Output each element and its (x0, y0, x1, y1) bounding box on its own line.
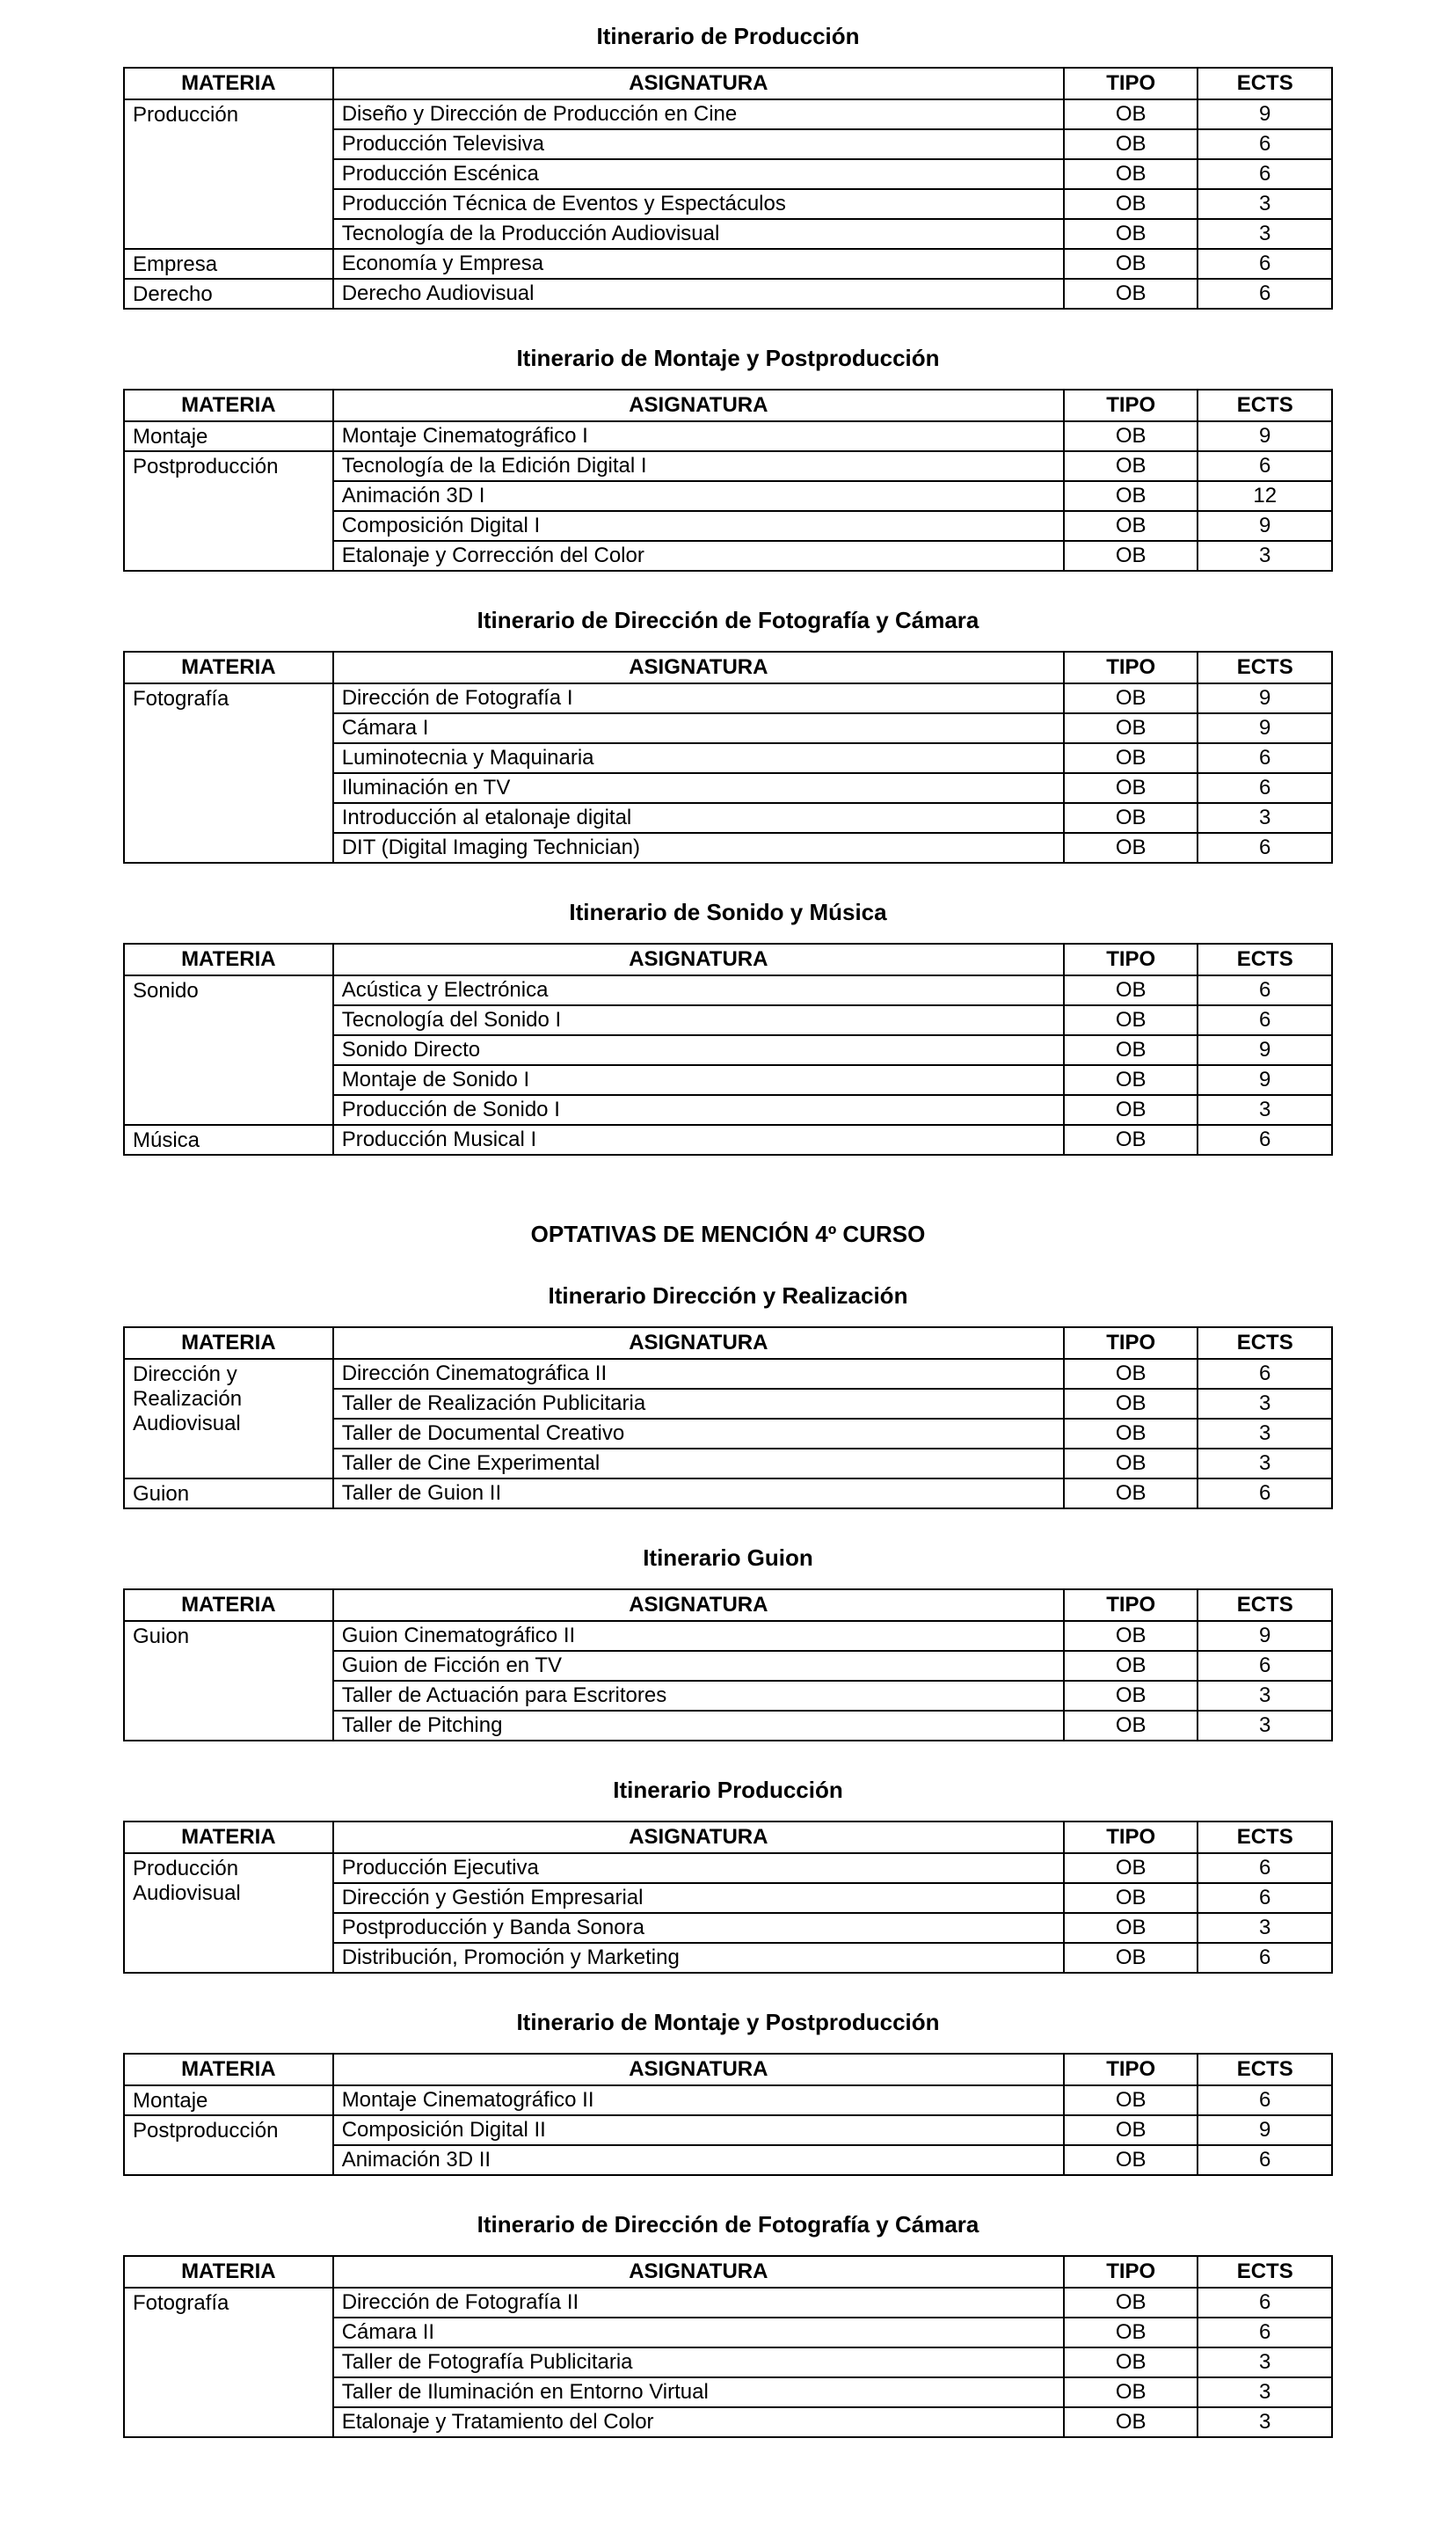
asignatura-cell: Taller de Actuación para Escritores (333, 1681, 1064, 1711)
tipo-cell: OB (1064, 713, 1198, 743)
asignatura-cell: Montaje Cinematográfico I (333, 421, 1064, 451)
column-header: TIPO (1064, 390, 1198, 421)
ects-cell: 3 (1198, 1711, 1332, 1741)
ects-cell: 6 (1198, 451, 1332, 481)
tipo-cell: OB (1064, 1125, 1198, 1155)
column-header: ECTS (1198, 68, 1332, 99)
ects-cell: 9 (1198, 1621, 1332, 1651)
ects-cell: 6 (1198, 129, 1332, 159)
tipo-cell: OB (1064, 189, 1198, 219)
asignatura-cell: Guion de Ficción en TV (333, 1651, 1064, 1681)
column-header: TIPO (1064, 1821, 1198, 1853)
ects-cell: 9 (1198, 511, 1332, 541)
ects-cell: 3 (1198, 2347, 1332, 2377)
section-title: Itinerario de Producción (596, 23, 860, 49)
column-header: MATERIA (124, 390, 333, 421)
curriculum-table (123, 2053, 1333, 2176)
ects-cell: 6 (1198, 1651, 1332, 1681)
asignatura-cell: Iluminación en TV (333, 773, 1064, 803)
asignatura-cell: Economía y Empresa (333, 249, 1064, 279)
asignatura-cell: Composición Digital II (333, 2115, 1064, 2145)
asignatura-cell: Distribución, Promoción y Marketing (333, 1943, 1064, 1973)
column-header: MATERIA (124, 68, 333, 99)
table-row (124, 421, 1332, 451)
asignatura-cell: Taller de Iluminación en Entorno Virtual (333, 2377, 1064, 2407)
ects-cell: 6 (1198, 1359, 1332, 1389)
ects-cell: 3 (1198, 219, 1332, 249)
asignatura-cell: DIT (Digital Imaging Technician) (333, 833, 1064, 863)
section-title: Itinerario de Sonido y Música (569, 899, 887, 925)
tipo-cell: OB (1064, 1943, 1198, 1973)
ects-cell: 9 (1198, 683, 1332, 713)
asignatura-cell: Dirección Cinematográfica II (333, 1359, 1064, 1389)
materia-cell: Fotografía (124, 2288, 333, 2437)
table-header-row (124, 944, 1332, 975)
table-row (124, 683, 1332, 713)
tipo-cell: OB (1064, 1478, 1198, 1508)
column-header: ASIGNATURA (333, 390, 1064, 421)
tipo-cell: OB (1064, 1681, 1198, 1711)
asignatura-cell: Taller de Pitching (333, 1711, 1064, 1741)
ects-cell: 6 (1198, 2145, 1332, 2175)
ects-cell: 3 (1198, 803, 1332, 833)
column-header: TIPO (1064, 1589, 1198, 1621)
tipo-cell: OB (1064, 1389, 1198, 1419)
table-body (124, 683, 1332, 863)
asignatura-cell: Producción Ejecutiva (333, 1853, 1064, 1883)
materia-cell: Empresa (124, 249, 333, 279)
asignatura-cell: Producción Televisiva (333, 129, 1064, 159)
table-row (124, 2115, 1332, 2145)
tipo-cell: OB (1064, 99, 1198, 129)
materia-cell: Producción (124, 99, 333, 249)
ects-cell: 6 (1198, 1943, 1332, 1973)
curriculum-table (123, 1326, 1333, 1509)
table-row (124, 99, 1332, 129)
column-header: ASIGNATURA (333, 944, 1064, 975)
curriculum-table (123, 1588, 1333, 1741)
curriculum-table (123, 1821, 1333, 1974)
tipo-cell: OB (1064, 2347, 1198, 2377)
tipo-cell: OB (1064, 975, 1198, 1005)
table-body (124, 99, 1332, 309)
tipo-cell: OB (1064, 129, 1198, 159)
asignatura-cell: Taller de Guion II (333, 1478, 1064, 1508)
section-title: Itinerario de Dirección de Fotografía y Cámara (477, 2211, 979, 2238)
tipo-cell: OB (1064, 2407, 1198, 2437)
tipo-cell: OB (1064, 159, 1198, 189)
tipo-cell: OB (1064, 1095, 1198, 1125)
table-row (124, 451, 1332, 481)
ects-cell: 3 (1198, 1681, 1332, 1711)
column-header: TIPO (1064, 2054, 1198, 2085)
asignatura-cell: Acústica y Electrónica (333, 975, 1064, 1005)
column-header: MATERIA (124, 1589, 333, 1621)
tipo-cell: OB (1064, 451, 1198, 481)
asignatura-cell: Luminotecnia y Maquinaria (333, 743, 1064, 773)
asignatura-cell: Producción Escénica (333, 159, 1064, 189)
table-body (124, 421, 1332, 571)
tipo-cell: OB (1064, 1359, 1198, 1389)
tipo-cell: OB (1064, 1853, 1198, 1883)
ects-cell: 6 (1198, 2318, 1332, 2347)
table-body (124, 1621, 1332, 1741)
tipo-cell: OB (1064, 1035, 1198, 1065)
column-header: ECTS (1198, 944, 1332, 975)
table-row (124, 1125, 1332, 1155)
section-title: Itinerario Guion (643, 1544, 813, 1571)
asignatura-cell: Composición Digital I (333, 511, 1064, 541)
table-header-row (124, 1327, 1332, 1359)
column-header: ASIGNATURA (333, 2054, 1064, 2085)
table-row (124, 279, 1332, 309)
tipo-cell: OB (1064, 803, 1198, 833)
tipo-cell: OB (1064, 1651, 1198, 1681)
table-row (124, 1359, 1332, 1389)
materia-cell: Sonido (124, 975, 333, 1125)
ects-cell: 6 (1198, 1853, 1332, 1883)
tipo-cell: OB (1064, 1449, 1198, 1478)
section-title: Itinerario Producción (613, 1777, 843, 1803)
ects-cell: 6 (1198, 833, 1332, 863)
section-title: Itinerario de Montaje y Postproducción (516, 345, 940, 371)
column-header: ECTS (1198, 1327, 1332, 1359)
tipo-cell: OB (1064, 683, 1198, 713)
column-header: ECTS (1198, 2256, 1332, 2288)
table-body (124, 1853, 1332, 1973)
asignatura-cell: Etalonaje y Tratamiento del Color (333, 2407, 1064, 2437)
ects-cell: 6 (1198, 159, 1332, 189)
tipo-cell: OB (1064, 1913, 1198, 1943)
column-header: ASIGNATURA (333, 1821, 1064, 1853)
materia-cell: Postproducción (124, 451, 333, 571)
section-title: Itinerario Dirección y Realización (548, 1282, 908, 1309)
table-row (124, 1621, 1332, 1651)
ects-cell: 6 (1198, 2085, 1332, 2115)
ects-cell: 6 (1198, 975, 1332, 1005)
asignatura-cell: Dirección de Fotografía II (333, 2288, 1064, 2318)
ects-cell: 9 (1198, 2115, 1332, 2145)
ects-cell: 3 (1198, 2377, 1332, 2407)
column-header: MATERIA (124, 1821, 333, 1853)
materia-cell: Derecho (124, 279, 333, 309)
table-row (124, 2085, 1332, 2115)
ects-cell: 6 (1198, 2288, 1332, 2318)
asignatura-cell: Dirección de Fotografía I (333, 683, 1064, 713)
curriculum-table (123, 2255, 1333, 2438)
materia-cell: Producción Audiovisual (124, 1853, 333, 1973)
tipo-cell: OB (1064, 1711, 1198, 1741)
ects-cell: 3 (1198, 1095, 1332, 1125)
materia-cell: Postproducción (124, 2115, 333, 2175)
asignatura-cell: Guion Cinematográfico II (333, 1621, 1064, 1651)
asignatura-cell: Animación 3D II (333, 2145, 1064, 2175)
ects-cell: 3 (1198, 1419, 1332, 1449)
table-header-row (124, 390, 1332, 421)
materia-cell: Guion (124, 1478, 333, 1508)
asignatura-cell: Montaje Cinematográfico II (333, 2085, 1064, 2115)
tipo-cell: OB (1064, 1005, 1198, 1035)
asignatura-cell: Producción Musical I (333, 1125, 1064, 1155)
ects-cell: 6 (1198, 279, 1332, 309)
column-header: TIPO (1064, 2256, 1198, 2288)
asignatura-cell: Producción de Sonido I (333, 1095, 1064, 1125)
tipo-cell: OB (1064, 1883, 1198, 1913)
main-heading: OPTATIVAS DE MENCIÓN 4º CURSO (530, 1221, 926, 1247)
curriculum-table (123, 67, 1333, 310)
tipo-cell: OB (1064, 1419, 1198, 1449)
tipo-cell: OB (1064, 1065, 1198, 1095)
asignatura-cell: Taller de Fotografía Publicitaria (333, 2347, 1064, 2377)
column-header: ASIGNATURA (333, 1589, 1064, 1621)
asignatura-cell: Taller de Cine Experimental (333, 1449, 1064, 1478)
materia-cell: Montaje (124, 2085, 333, 2115)
tipo-cell: OB (1064, 541, 1198, 571)
materia-cell: Música (124, 1125, 333, 1155)
table-row (124, 1478, 1332, 1508)
column-header: MATERIA (124, 2256, 333, 2288)
asignatura-cell: Cámara II (333, 2318, 1064, 2347)
asignatura-cell: Diseño y Dirección de Producción en Cine (333, 99, 1064, 129)
table-body (124, 2288, 1332, 2437)
column-header: TIPO (1064, 68, 1198, 99)
column-header: TIPO (1064, 1327, 1198, 1359)
tipo-cell: OB (1064, 743, 1198, 773)
section-title: Itinerario de Montaje y Postproducción (516, 2009, 940, 2035)
tipo-cell: OB (1064, 511, 1198, 541)
column-header: ECTS (1198, 390, 1332, 421)
asignatura-cell: Producción Técnica de Eventos y Espectáculos (333, 189, 1064, 219)
table-body (124, 975, 1332, 1155)
table-row (124, 249, 1332, 279)
asignatura-cell: Introducción al etalonaje digital (333, 803, 1064, 833)
column-header: MATERIA (124, 652, 333, 683)
asignatura-cell: Etalonaje y Corrección del Color (333, 541, 1064, 571)
column-header: ASIGNATURA (333, 68, 1064, 99)
ects-cell: 3 (1198, 189, 1332, 219)
ects-cell: 9 (1198, 1065, 1332, 1095)
ects-cell: 6 (1198, 1125, 1332, 1155)
tipo-cell: OB (1064, 2145, 1198, 2175)
curriculum-table (123, 651, 1333, 864)
tipo-cell: OB (1064, 249, 1198, 279)
asignatura-cell: Postproducción y Banda Sonora (333, 1913, 1064, 1943)
table-row (124, 1853, 1332, 1883)
asignatura-cell: Taller de Documental Creativo (333, 1419, 1064, 1449)
column-header: MATERIA (124, 944, 333, 975)
column-header: ECTS (1198, 1821, 1332, 1853)
asignatura-cell: Tecnología de la Edición Digital I (333, 451, 1064, 481)
table-header-row (124, 2256, 1332, 2288)
ects-cell: 3 (1198, 1389, 1332, 1419)
column-header: ECTS (1198, 2054, 1332, 2085)
ects-cell: 6 (1198, 1478, 1332, 1508)
table-body (124, 2085, 1332, 2175)
asignatura-cell: Animación 3D I (333, 481, 1064, 511)
tipo-cell: OB (1064, 2288, 1198, 2318)
column-header: ASIGNATURA (333, 652, 1064, 683)
curriculum-table (123, 943, 1333, 1156)
column-header: ECTS (1198, 1589, 1332, 1621)
asignatura-cell: Taller de Realización Publicitaria (333, 1389, 1064, 1419)
table-header-row (124, 652, 1332, 683)
materia-cell: Montaje (124, 421, 333, 451)
table-header-row (124, 2054, 1332, 2085)
tipo-cell: OB (1064, 279, 1198, 309)
ects-cell: 6 (1198, 743, 1332, 773)
ects-cell: 6 (1198, 249, 1332, 279)
ects-cell: 3 (1198, 1913, 1332, 1943)
tipo-cell: OB (1064, 219, 1198, 249)
ects-cell: 9 (1198, 421, 1332, 451)
tipo-cell: OB (1064, 2115, 1198, 2145)
materia-cell: Dirección y Realización Audiovisual (124, 1359, 333, 1478)
ects-cell: 6 (1198, 1005, 1332, 1035)
tipo-cell: OB (1064, 2085, 1198, 2115)
table-header-row (124, 68, 1332, 99)
curriculum-table (123, 389, 1333, 572)
materia-cell: Guion (124, 1621, 333, 1741)
tipo-cell: OB (1064, 1621, 1198, 1651)
column-header: MATERIA (124, 1327, 333, 1359)
table-row (124, 2288, 1332, 2318)
tipo-cell: OB (1064, 773, 1198, 803)
table-row (124, 975, 1332, 1005)
tipo-cell: OB (1064, 481, 1198, 511)
asignatura-cell: Tecnología de la Producción Audiovisual (333, 219, 1064, 249)
tipo-cell: OB (1064, 2318, 1198, 2347)
column-header: ASIGNATURA (333, 1327, 1064, 1359)
ects-cell: 3 (1198, 2407, 1332, 2437)
column-header: TIPO (1064, 652, 1198, 683)
ects-cell: 9 (1198, 99, 1332, 129)
ects-cell: 3 (1198, 541, 1332, 571)
column-header: ECTS (1198, 652, 1332, 683)
materia-cell: Fotografía (124, 683, 333, 863)
asignatura-cell: Montaje de Sonido I (333, 1065, 1064, 1095)
table-header-row (124, 1821, 1332, 1853)
tipo-cell: OB (1064, 833, 1198, 863)
asignatura-cell: Sonido Directo (333, 1035, 1064, 1065)
ects-cell: 12 (1198, 481, 1332, 511)
ects-cell: 6 (1198, 773, 1332, 803)
column-header: MATERIA (124, 2054, 333, 2085)
ects-cell: 9 (1198, 713, 1332, 743)
asignatura-cell: Tecnología del Sonido I (333, 1005, 1064, 1035)
section-title: Itinerario de Dirección de Fotografía y Cámara (477, 607, 979, 633)
ects-cell: 3 (1198, 1449, 1332, 1478)
tipo-cell: OB (1064, 421, 1198, 451)
asignatura-cell: Derecho Audiovisual (333, 279, 1064, 309)
asignatura-cell: Dirección y Gestión Empresarial (333, 1883, 1064, 1913)
column-header: ASIGNATURA (333, 2256, 1064, 2288)
table-body (124, 1359, 1332, 1508)
ects-cell: 6 (1198, 1883, 1332, 1913)
column-header: TIPO (1064, 944, 1198, 975)
asignatura-cell: Cámara I (333, 713, 1064, 743)
ects-cell: 9 (1198, 1035, 1332, 1065)
tipo-cell: OB (1064, 2377, 1198, 2407)
table-header-row (124, 1589, 1332, 1621)
